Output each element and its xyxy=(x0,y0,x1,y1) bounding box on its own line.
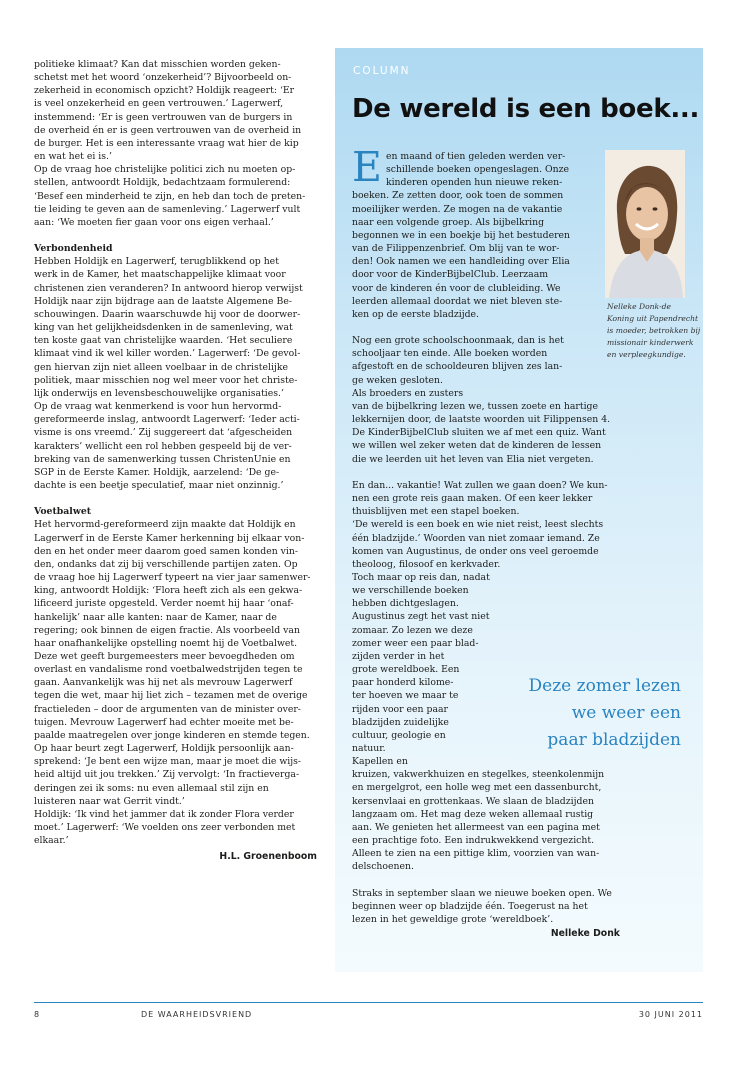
paragraph: Hebben Holdijk en Lagerwerf, terugblikkend op het werk in de Kamer, het maatschappelijke klimaat voor christenen zien veranderen? In antwoord hierop verwijst Holdijk naar zijn bijdrage aan de laatste Algemene Be- schouwingen. Daarin waarschuwde hij voor de doorwer- king van het gelijkheidsdenken in de samenleving, wat ten koste gaat van christelijke waarden. ‘Het seculiere klimaat vind ik wel killer worden.’ Lagerwerf: ‘De gevol- gen hiervan zijn niet alleen voelbaar in de christelijke politiek, maar misschien nog wel meer voor het christe- lijk onderwijs en levensbeschouwelijke organisaties.’ xyxy=(34,256,303,399)
column-author: Nelleke Donk xyxy=(550,928,620,940)
paragraph: En dan... vakantie! Wat zullen we gaan doen? We kun- nen een grote reis gaan maken. Of een keer lekker thuisblijven met een stapel boeken. xyxy=(352,479,608,518)
column-body xyxy=(352,143,692,940)
spacer xyxy=(352,466,692,479)
paragraph: Het hervormd-gereformeerd zijn maakte dat Holdijk en Lagerwerf in de Eerste Kamer herkenning bij elkaar von- den en het onder meer daarom goed samen konden vin- den, ondanks dat zij bij verschillende partijen zaten. Op de vraag hoe hij Lagerwerf typeert na vier jaar samenwer- king, antwoordt Holdijk: ‘Flora heeft zich als een gekwa- lificeerd juriste opgesteld. Verder noemt hij haar ‘onaf- hankelijk’ naar alle kanten: naar de Kamer, naar de regering; ook binnen de eigen fractie. Als voorbeeld van haar onafhankelijke opstelling noemt hij de Voetbalwet. Deze wet geeft burgemeesters meer bevoegdheden om overlast en vandalisme rond voetbalwedstrijden tegen te gaan. Aanvankelijk was hij net als mevrouw Lagerwerf tegen die wet, maar hij liet zich – tezamen met de overige fractieleden – door de argumenten van de minister over- tuigen. Mevrouw Lagerwerf had echter moeite met be- paalde maatregelen over jonge kinderen en stemde tegen. Op haar beurt zegt Lagerwerf, Holdijk persoonlijk aan- sprekend: ‘Je bent een wijze man, maar je moet die wijs- heid altijd uit jou trekken.’ Zij vervolgt: ‘In fractieverga- deringen zei ik soms: nu even allemaal stil zijn en luisteren naar wat Gerrit vindt.’ xyxy=(34,519,311,807)
article-author: H.L. Groenenboom xyxy=(219,851,317,863)
paragraph: Nog een grote schoolschoonmaak, dan is het schooljaar ten einde. Alle boeken worden afgestoft en de schooldeuren blijven zes lan- ge weken gesloten. xyxy=(352,335,564,386)
publication-name: DE WAARHEIDSVRIEND xyxy=(141,1010,253,1019)
paragraph: Als broeders en zusters van de bijbelkring lezen we, tussen zoete en hartige lekkernijen door, de laatste woorden uit Filippensen 4. De KinderBijbelClub sluiten we af met een quiz. Want we willen wel zeker weten dat de kinderen de lessen die we leerden uit het leven van Elia niet vergeten. xyxy=(352,387,611,465)
paragraph: Kapellen en kruizen, vakwerkhuizen en stegelkes, steenkolenmijn en mergelgrot, een holle weg met een dassenburcht, kersenvlaai en grottenkaas. We slaan de bladzijden langzaam om. Het mag deze weken allemaal rustig aan. We genieten het allermeest van een pagina met een prachtige foto. Een indrukwekkend vergezicht. Alleen te zien na een pittige klim, voorzien van wan- delschoenen. xyxy=(352,756,605,873)
paragraph: Toch maar op reis dan, nadat we verschillende boeken hebben dichtgeslagen. Augustinus zegt het vast niet zomaar. Zo lezen we deze zomer weer een paar blad- zijden verder in het grote wereldboek. Een paar honderd kilome- ter hoeven we maar te rijden voor een paar bladzijden zuidelijke cultuur, geologie en natuur. xyxy=(352,571,490,754)
drop-cap: E xyxy=(352,143,382,191)
paragraph: Op de vraag hoe christelijke politici zich nu moeten op- stellen, antwoordt Holdijk, bedachtzaam formulerend: ‘Besef een minderheid te zijn, en heb dan toch de preten- tie leiding te geven aan de samenleving.’ Lagerwerf vult aan: ‘We moeten fier gaan voor ons eigen verhaal.’ xyxy=(34,164,306,228)
paragraph: ‘De wereld is een boek en wie niet reist, leest slechts één bladzijde.’ Woorden van niet zomaar iemand. Ze komen van Augustinus, de onder ons veel geroemde theoloog, filosoof en kerkvader. xyxy=(352,519,604,570)
column-panel xyxy=(335,48,703,972)
page-number: 8 xyxy=(34,1010,41,1019)
column-intro xyxy=(352,143,604,387)
section-label: COLUMN xyxy=(353,65,411,77)
paragraph: Straks in september slaan we nieuwe boeken open. We beginnen weer op bladzijde één. Toegerust na het lezen in het geweldige grote ‘wereldboek’. xyxy=(352,887,612,926)
issue-date: 30 JUNI 2011 xyxy=(638,1010,703,1019)
footer-divider xyxy=(34,1002,703,1003)
column-headline: De wereld is een boek... xyxy=(352,94,700,124)
paragraph: Op de vraag wat kenmerkend is voor hun hervormd- gereformeerde inslag, antwoordt Lagerwerf: ‘Ieder acti- visme is ons vreemd.’ Zij suggereert dat ‘afgescheiden karakters’ wellicht een rol hebben gespeeld bij de ver- breking van de samenwerking tussen ChristenUnie en SGP in de Eerste Kamer. Holdijk, aarzelend: ‘De ge- dachte is een beetje speculatief, maar niet onzinnig.’ xyxy=(34,401,300,491)
subheading-voetbalwet: Voetbalwet xyxy=(34,506,92,518)
photo-caption: Nelleke Donk-de Koning uit Papendrecht is moeder, betrokken bij missionair kinderwerk en verpleegkundige. xyxy=(607,302,701,359)
spacer xyxy=(34,492,317,505)
spacer xyxy=(352,874,692,887)
subheading-verbondenheid: Verbondenheid xyxy=(34,243,113,255)
spacer xyxy=(34,229,317,242)
pullquote-space xyxy=(492,571,692,667)
paragraph: politieke klimaat? Kan dat misschien worden geken- schetst met het woord ‘onzekerheid’? Bijvoorbeeld on- zekerheid in economisch opzicht? Holdijk reageert: ‘Er is veel onzekerheid en geen vertrouwen.’ Lagerwerf, instemmend: ‘Er is geen vertrouwen van de burgers in de overheid én er is geen vertrouwen van de overheid in de burger. Het is een interessante vraag wat hier de kip en wat het ei is.’ xyxy=(34,59,302,163)
paragraph: en maand of tien geleden werden ver- schillende boeken opengeslagen. Onze kinderen openden hun nieuwe reken- boeken. Ze zetten door, ook toen de sommen moeilijker werden. Ze mogen na de vakantie naar een volgende groep. Als bijbelkring begonnen we in een boekje bij het bestuderen van de Filippenzenbrief. Om blij van te wor- den! Ook namen we een handleiding over Elia door voor de KinderBijbelClub. Leerzaam voor de kinderen én voor de clubleiding. We leerden allemaal doordat we niet bleven ste- ken op de eerste bladzijde. xyxy=(352,151,571,320)
spacer xyxy=(352,321,604,334)
paragraph: Holdijk: ‘Ik vind het jammer dat ik zonder Flora verder moet.’ Lagerwerf: ‘We voelden ons zeer verbonden met elkaar.’ xyxy=(34,808,296,847)
pull-quote: Deze zomer lezen we weer een paar bladzijden xyxy=(528,676,681,750)
article-left-column xyxy=(34,58,317,864)
